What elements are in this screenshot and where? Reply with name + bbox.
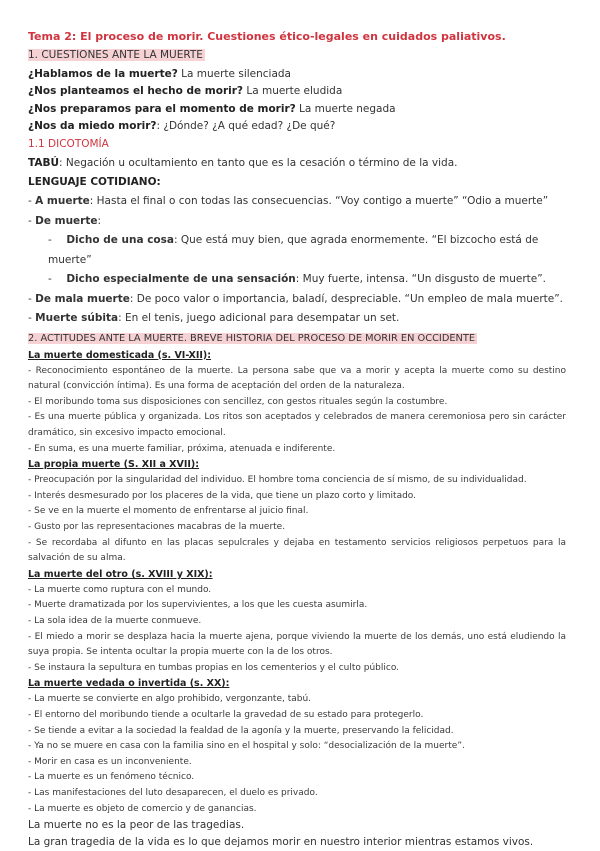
lex-term: Dicho de una cosa (66, 234, 174, 247)
question-text: ¿Nos planteamos el hecho de morir? (28, 85, 243, 98)
list-item: - La muerte como ruptura con el mundo. (28, 584, 212, 595)
list-item: - Muerte dramatizada por los supervivientes, a los que les cuesta asumirla. (28, 600, 368, 611)
lenguaje-label: LENGUAJE COTIDIANO: (28, 176, 161, 189)
question-item (28, 101, 566, 118)
question-text: ¿Hablamos de la muerte? (28, 68, 178, 80)
list-item: - Se recordaba al difunto en las placas sepulcrales y dejaba en testamento servicios religiosos perpetuos para la salvación de su alma. (28, 537, 566, 564)
lexicon-list (28, 192, 566, 329)
lex-term: De mala muerte (35, 292, 130, 305)
question-item (28, 83, 566, 100)
section-1-heading (28, 46, 566, 65)
lex-term: Dicho especialmente de una sensación (66, 273, 296, 286)
list-item: - Morir en casa es un inconveniente. (28, 756, 192, 767)
question-text: ¿Nos da miedo morir? (28, 119, 157, 132)
lex-term: Muerte súbita (35, 312, 119, 325)
list-item: - Es una muerte pública y organizada. Los ritos son aceptados y celebrados de manera ceremoniosa pero sin carácter dramático, sin excesivo impacto emocional. (28, 412, 566, 439)
answer-text: La muerte negada (295, 102, 396, 115)
history-period (28, 567, 566, 677)
lex-subitem-cosa: - Dicho de una cosa: Que está muy bien, que agrada enormemente. “El bizcocho está de muerte” (48, 234, 539, 266)
answer-text: : ¿Dónde? ¿A qué edad? ¿De qué? (156, 119, 336, 132)
lex-definition: : En el tenis, juego adicional para desempatar un set. (118, 312, 400, 325)
questions-list (28, 66, 566, 135)
lex-item-de-muerte: - De muerte: (28, 214, 102, 227)
answer-text: La muerte eludida (243, 85, 343, 98)
period-title: La muerte vedada o invertida (s. XX): (28, 678, 230, 690)
section-2-heading-text: 2. ACTITUDES ANTE LA MUERTE. BREVE HISTORIA DEL PROCESO DE MORIR EN OCCIDENTE (28, 332, 476, 344)
list-item: - El miedo a morir se desplaza hacia la muerte ajena, porque viviendo la muerte de los demás, uno está eludiendo la suya propia. Se intenta ocultar la propia muerte con la de los otros. (28, 631, 566, 658)
question-item (28, 66, 566, 83)
document-page (28, 27, 566, 851)
tabu-text: : Negación u ocultamiento en tanto que es la cesación o término de la vida. (59, 157, 458, 170)
list-item: - La muerte es objeto de comercio y de ganancias. (28, 803, 257, 814)
question-text: ¿Nos preparamos para el momento de morir? (28, 102, 296, 115)
list-item: - La muerte es un fenómeno técnico. (28, 772, 195, 783)
list-item: - Las manifestaciones del luto desaparecen, el duelo es privado. (28, 787, 318, 798)
lex-term: A muerte (35, 195, 90, 208)
list-item: - La muerte se convierte en algo prohibido, vergonzante, tabú. (28, 694, 312, 705)
section-1-heading-text: 1. CUESTIONES ANTE LA MUERTE (28, 49, 203, 61)
closing-quote (28, 817, 566, 851)
list-item: - El moribundo toma sus disposiciones con sencillez, con gestos rituales según la costumbre. (28, 396, 448, 407)
list-item: - Se tiende a evitar a la sociedad la fealdad de la agonía y la muerte, preservando la felicidad. (28, 725, 454, 736)
list-item: - Se ve en la muerte el momento de enfrentarse al juicio final. (28, 506, 309, 517)
closing-line: La gran tragedia de la vida es lo que dejamos morir en nuestro interior mientras estamos vivos. (28, 836, 534, 849)
history-period (28, 348, 566, 458)
lex-subitem-sensacion: - Dicho especialmente de una sensación: Muy fuerte, intensa. “Un disgusto de muerte”. (48, 273, 546, 286)
lex-item-mala-muerte: - De mala muerte: De poco valor o importancia, baladí, despreciable. “Un empleo de mala muerte”. (28, 292, 563, 305)
list-item: - Interés desmesurado por los placeres de la vida, que tiene un plazo corto y limitado. (28, 490, 417, 501)
list-item: - Reconocimiento espontáneo de la muerte. La persona sabe que va a morir y acepta la muerte como su destino natural (convicción íntima). Es una forma de aceptación del orden de la naturaleza. (28, 365, 566, 392)
list-item: - Se instaura la sepultura en tumbas propias en los cementerios y el culto público. (28, 662, 400, 673)
document-title: Tema 2: El proceso de morir. Cuestiones ético-legales en cuidados paliativos. (28, 30, 506, 43)
list-item: - Preocupación por la singularidad del individuo. El hombre toma conciencia de sí mismo, de su individualidad. (28, 475, 527, 486)
lex-definition: : Muy fuerte, intensa. “Un disgusto de muerte”. (295, 273, 546, 286)
lex-term: De muerte (35, 214, 98, 227)
lex-definition: : Que está muy bien, que agrada enormemente. “El bizcocho está de muerte” (48, 234, 539, 266)
lex-item-a-muerte: - A muerte: Hasta el final o con todas las consecuencias. “Voy contigo a muerte” “Odio a muerte” (28, 195, 549, 208)
period-title: La propia muerte (S. XII a XVII): (28, 459, 200, 471)
list-item: - Ya no se muere en casa con la familia sino en el hospital y solo: “desocialización de la muerte”. (28, 741, 465, 752)
lex-item-muerte-subita: - Muerte súbita: En el tenis, juego adicional para desempatar un set. (28, 312, 400, 325)
list-item: - En suma, es una muerte familiar, próxima, atenuada e indiferente. (28, 443, 336, 454)
answer-text: La muerte silenciada (177, 68, 291, 80)
closing-line: La muerte no es la peor de las tragedias. (28, 819, 245, 832)
lex-colon: : (97, 214, 102, 227)
lex-definition: : De poco valor o importancia, baladí, despreciable. “Un empleo de mala muerte”. (129, 292, 563, 305)
history-period (28, 457, 566, 567)
lex-definition: : Hasta el final o con todas las consecuencias. “Voy contigo a muerte” “Odio a muerte” (89, 195, 549, 208)
subsection-heading-dicotomia: 1.1 DICOTOMÍA (28, 138, 109, 151)
list-item: - La sola idea de la muerte conmueve. (28, 616, 202, 626)
tabu-label: TABÚ (28, 157, 60, 170)
section-2-heading (28, 329, 566, 348)
question-item (28, 118, 566, 135)
tabu-line (28, 154, 566, 173)
list-item: - Gusto por las representaciones macabras de la muerte. (28, 522, 286, 533)
period-title: La muerte del otro (s. XVIII y XIX): (28, 568, 213, 580)
history-period (28, 676, 566, 817)
period-title: La muerte domesticada (s. VI-XII): (28, 349, 212, 361)
list-item: - El entorno del moribundo tiende a ocultarle la gravedad de su estado para protegerlo. (28, 709, 424, 720)
lenguaje-heading (28, 173, 566, 192)
